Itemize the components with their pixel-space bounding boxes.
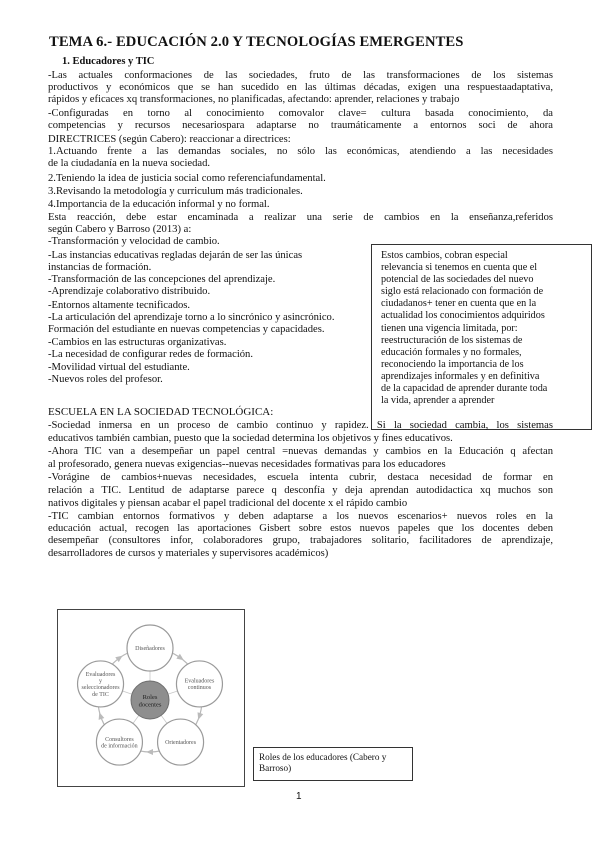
sidebar-note-line: ciudadanos+ tener en cuenta que en la	[381, 298, 537, 310]
roles-diagram	[57, 609, 245, 787]
text-line: -Nuevos roles del profesor.	[48, 374, 163, 385]
text-line: Esta reacción, debe estar encaminada a realizar una serie de cambios en la enseñanza,referidos	[48, 212, 553, 223]
figure-caption: Roles de los educadores (Cabero y Barroso)	[253, 747, 413, 781]
section-heading-educadores: 1. Educadores y TIC	[62, 56, 155, 67]
roles-diagram-svg	[58, 610, 246, 788]
text-line: -Transformación de las concepciones del aprendizaje.	[48, 274, 276, 285]
text-line: -Entornos altamente tecnificados.	[48, 300, 191, 311]
sidebar-note-line: Estos cambios, cobran especial	[381, 250, 508, 261]
section-heading-escuela: ESCUELA EN LA SOCIEDAD TECNOLÓGICA:	[48, 406, 274, 418]
text-line: -La necesidad de configurar redes de formación.	[48, 349, 254, 360]
sidebar-note-line: la vida, aprender a aprender	[381, 395, 495, 407]
diagram-arrow-icon	[146, 749, 153, 755]
text-line: -Vorágine de cambios+nuevas necesidades, escuela intenta cubrir, destaca necesidad de formar en	[48, 472, 553, 483]
diagram-center-label: Roles	[142, 694, 158, 701]
sidebar-note-box	[371, 244, 592, 430]
text-line: productivos y económicos que se han sucedido en las últimas décadas, exigen una respuestaadaptativa,	[48, 82, 553, 93]
diagram-arrow-icon	[115, 656, 122, 663]
sidebar-note-text	[381, 250, 585, 407]
text-line: educación actual, recogen las aportaciones Gisbert sobre estos nuevos papeles que los docentes deben	[48, 523, 553, 534]
sidebar-note-line: de la capacidad de aprender durante toda	[381, 383, 548, 395]
text-line: DIRECTRICES (según Cabero): reaccionar a directrices:	[48, 134, 291, 145]
page-number: 1	[296, 791, 302, 802]
diagram-node-label: de información	[101, 743, 138, 750]
text-line: -TIC cambian entornos formativos y deben adaptarse a los nuevos escenarios+ nuevos roles en la	[48, 511, 553, 522]
sidebar-note-line: siglo está relacionado con formación de	[381, 286, 544, 298]
diagram-node-label: continuos	[187, 685, 212, 692]
text-line: de la ciudadanía en la nueva sociedad.	[48, 158, 211, 169]
diagram-node-label: Diseñadores	[135, 646, 165, 652]
text-line: desarrolladores de cursos y materiales y supervisores académicos)	[48, 548, 329, 559]
text-line: Formación del estudiante en nuevas competencias y capacidades.	[48, 324, 325, 335]
sidebar-note-line: actualidad los conocimientos adquiridos	[381, 310, 545, 322]
sidebar-note-line: relevancia si tenemos en cuenta que el	[381, 262, 538, 274]
text-line: competencias y recursos necesariospara adaptarse no traumáticamente a entornos soci de ahora	[48, 120, 553, 131]
sidebar-note-line: reestructuración de los sistemas de	[381, 334, 523, 346]
text-line: -Configuradas en torno al conocimiento comovalor clave= cultura basada conocimiento, da	[48, 108, 553, 119]
sidebar-note-line: aprendizajes informales y en definitiva	[381, 370, 540, 382]
diagram-node-label: Evaluadores	[184, 678, 215, 685]
text-line: 1.Actuando frente a las demandas sociales, no sólo las económicas, atendiendo a las necesidades	[48, 146, 553, 157]
text-line: al profesorado, genera nuevas exigencias--nuevas necesidades formativas para los educadores	[48, 459, 446, 470]
diagram-node-label: seleccionadores	[81, 685, 120, 692]
text-line: -Sociedad inmersa en un proceso de cambio continuo y rapidez. Si la sociedad cambia, los sistemas	[48, 420, 553, 431]
sidebar-note-line: reconociendo la importancia de los	[381, 358, 524, 370]
text-line: -Las actuales conformaciones de las sociedades, fruto de las transformaciones de los sistemas	[48, 70, 553, 81]
sidebar-note-line: tienen una vigencia limitada, por:	[381, 322, 518, 334]
diagram-node-label: y	[99, 678, 103, 685]
diagram-arrow-icon	[198, 712, 204, 720]
text-line: 3.Revisando la metodología y curriculum más tradicionales.	[48, 186, 303, 197]
text-line: desempeñar (consultores infor, colaboradores grupo, trabajadores solitario, facilitadores de aprendizaje,	[48, 535, 553, 546]
diagram-center-label: docentes	[138, 701, 162, 709]
diagram-node-label: Evaluadores	[85, 672, 116, 679]
text-line: -La articulación del aprendizaje torno a lo sincrónico y asincrónico.	[48, 312, 335, 323]
text-line: -Ahora TIC van a desempeñar un papel central =nuevas demandas y cambios en la Educación q afectan	[48, 446, 553, 457]
diagram-arrow-icon	[176, 654, 183, 661]
text-line: relación a TIC. Lentitud de adaptarse parece q desconfía y deja aprendan autodidactica xq muchos son	[48, 485, 553, 496]
sidebar-note-line: educación formales y no formales,	[381, 346, 522, 358]
text-line: según Cabero y Barroso (2013) a:	[48, 224, 192, 235]
text-line: -Movilidad virtual del estudiante.	[48, 362, 190, 373]
text-line: instancias de formación.	[48, 262, 152, 273]
diagram-node-label: Orientadores	[165, 740, 197, 747]
sidebar-note-line: potencial de las sociedades del nuevo	[381, 274, 534, 286]
text-line: -Cambios en las estructuras organizativas.	[48, 337, 227, 348]
text-line: -Las instancias educativas regladas dejarán de ser las únicas	[48, 250, 303, 261]
diagram-node-label: de TIC	[92, 691, 109, 698]
text-line: -Aprendizaje colaborativo distribuido.	[48, 286, 211, 297]
text-line: educativos también cambian, puesto que la sociedad determina los objetivos y fines educativos.	[48, 433, 453, 444]
diagram-arrow-icon	[99, 712, 105, 720]
text-line: 2.Teniendo la idea de justicia social como referenciafundamental.	[48, 173, 326, 184]
page-title: TEMA 6.- EDUCACIÓN 2.0 Y TECNOLOGÍAS EMERGENTES	[49, 34, 464, 50]
diagram-node-label: Consultores	[105, 736, 134, 743]
text-line: rápidos y eficaces xq transformaciones, no planificadas, afectando: aprender, relaciones y trabajo	[48, 94, 460, 105]
text-line: nativos digitales y piensan acabar el papel tradicional del docente x el rápido cambio	[48, 498, 408, 509]
text-line: -Transformación y velocidad de cambio.	[48, 236, 220, 247]
text-line: 4.Importancia de la educación informal y no formal.	[48, 199, 270, 210]
